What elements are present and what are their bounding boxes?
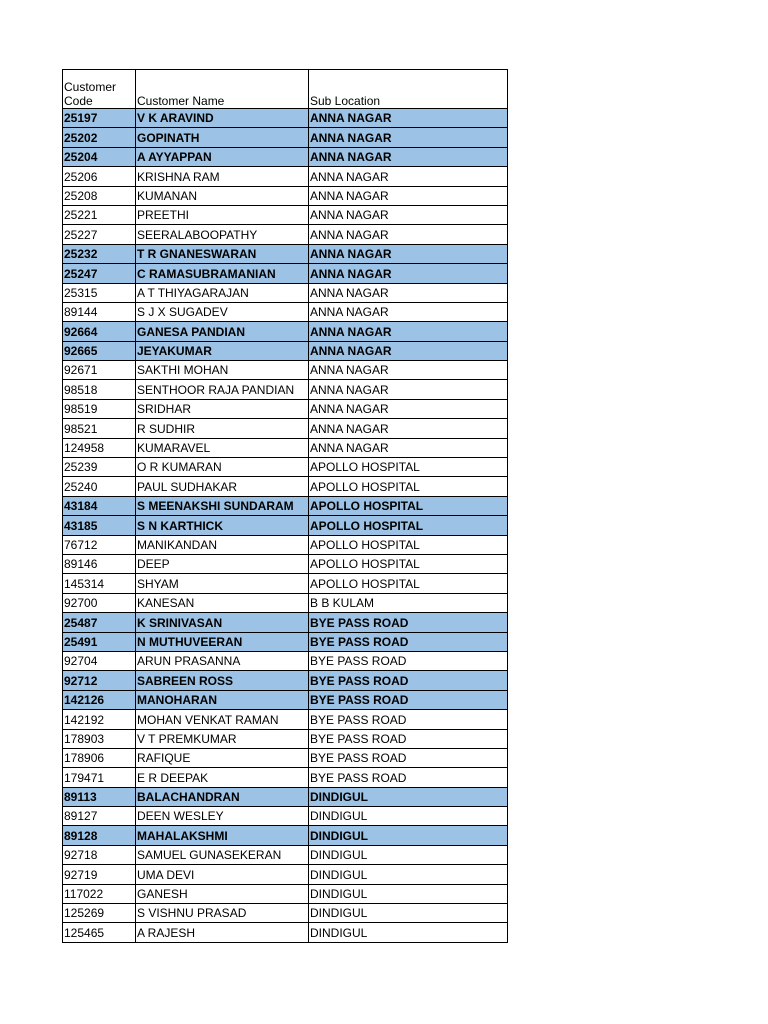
cell-customer-code: 98518 bbox=[63, 380, 136, 399]
table-row bbox=[63, 884, 508, 903]
cell-customer-name: O R KUMARAN bbox=[136, 458, 309, 477]
table-row bbox=[63, 729, 508, 748]
cell-customer-code: 98521 bbox=[63, 419, 136, 438]
cell-customer-name: K SRINIVASAN bbox=[136, 613, 309, 632]
cell-customer-code: 25197 bbox=[63, 109, 136, 128]
table-row bbox=[63, 128, 508, 147]
cell-customer-name: R SUDHIR bbox=[136, 419, 309, 438]
table-row bbox=[63, 322, 508, 341]
table-body bbox=[63, 109, 508, 943]
cell-customer-name: SENTHOOR RAJA PANDIAN bbox=[136, 380, 309, 399]
cell-customer-code: 178906 bbox=[63, 748, 136, 767]
cell-customer-name: MOHAN VENKAT RAMAN bbox=[136, 710, 309, 729]
table-row bbox=[63, 690, 508, 709]
cell-sub-location: ANNA NAGAR bbox=[309, 264, 508, 283]
cell-sub-location: BYE PASS ROAD bbox=[309, 748, 508, 767]
cell-customer-name: DEEN WESLEY bbox=[136, 807, 309, 826]
cell-sub-location: ANNA NAGAR bbox=[309, 341, 508, 360]
cell-sub-location: ANNA NAGAR bbox=[309, 380, 508, 399]
cell-sub-location: DINDIGUL bbox=[309, 845, 508, 864]
cell-customer-code: 25232 bbox=[63, 244, 136, 263]
table-row bbox=[63, 380, 508, 399]
cell-customer-code: 25204 bbox=[63, 147, 136, 166]
table-row bbox=[63, 865, 508, 884]
table-row bbox=[63, 651, 508, 670]
cell-sub-location: DINDIGUL bbox=[309, 904, 508, 923]
table-row bbox=[63, 147, 508, 166]
table-row bbox=[63, 554, 508, 573]
table-row bbox=[63, 613, 508, 632]
cell-sub-location: ANNA NAGAR bbox=[309, 186, 508, 205]
table-row bbox=[63, 205, 508, 224]
cell-customer-code: 89127 bbox=[63, 807, 136, 826]
cell-customer-code: 145314 bbox=[63, 574, 136, 593]
cell-customer-code: 25206 bbox=[63, 167, 136, 186]
cell-customer-name: S N KARTHICK bbox=[136, 516, 309, 535]
cell-sub-location: ANNA NAGAR bbox=[309, 283, 508, 302]
cell-sub-location: APOLLO HOSPITAL bbox=[309, 554, 508, 573]
cell-customer-code: 92700 bbox=[63, 593, 136, 612]
table-row bbox=[63, 787, 508, 806]
table-row bbox=[63, 477, 508, 496]
cell-customer-code: 25491 bbox=[63, 632, 136, 651]
cell-sub-location: BYE PASS ROAD bbox=[309, 671, 508, 690]
cell-customer-code: 25227 bbox=[63, 225, 136, 244]
cell-customer-code: 92664 bbox=[63, 322, 136, 341]
cell-customer-code: 178903 bbox=[63, 729, 136, 748]
cell-customer-name: S VISHNU PRASAD bbox=[136, 904, 309, 923]
cell-sub-location: ANNA NAGAR bbox=[309, 361, 508, 380]
header-customer-code: Customer Code bbox=[63, 70, 136, 109]
cell-customer-code: 43185 bbox=[63, 516, 136, 535]
header-row bbox=[63, 70, 508, 109]
cell-sub-location: BYE PASS ROAD bbox=[309, 690, 508, 709]
cell-customer-code: 117022 bbox=[63, 884, 136, 903]
cell-customer-code: 89144 bbox=[63, 302, 136, 321]
cell-sub-location: ANNA NAGAR bbox=[309, 128, 508, 147]
cell-sub-location: ANNA NAGAR bbox=[309, 205, 508, 224]
cell-sub-location: ANNA NAGAR bbox=[309, 419, 508, 438]
table-row bbox=[63, 244, 508, 263]
cell-sub-location: BYE PASS ROAD bbox=[309, 613, 508, 632]
cell-customer-code: 25487 bbox=[63, 613, 136, 632]
table-row bbox=[63, 826, 508, 845]
table-row bbox=[63, 593, 508, 612]
cell-sub-location: APOLLO HOSPITAL bbox=[309, 458, 508, 477]
header-sub-location: Sub Location bbox=[309, 70, 508, 109]
table-row bbox=[63, 496, 508, 515]
cell-customer-name: S MEENAKSHI SUNDARAM bbox=[136, 496, 309, 515]
cell-customer-code: 92665 bbox=[63, 341, 136, 360]
cell-customer-name: E R DEEPAK bbox=[136, 768, 309, 787]
cell-customer-name: T R GNANESWARAN bbox=[136, 244, 309, 263]
table-row bbox=[63, 632, 508, 651]
cell-customer-code: 92704 bbox=[63, 651, 136, 670]
table-row bbox=[63, 302, 508, 321]
cell-customer-name: GANESH bbox=[136, 884, 309, 903]
cell-customer-code: 89146 bbox=[63, 554, 136, 573]
table-row bbox=[63, 361, 508, 380]
table-row bbox=[63, 419, 508, 438]
cell-sub-location: BYE PASS ROAD bbox=[309, 651, 508, 670]
cell-customer-name: KUMARAVEL bbox=[136, 438, 309, 457]
customer-table bbox=[62, 69, 508, 943]
cell-customer-code: 92718 bbox=[63, 845, 136, 864]
cell-customer-code: 25208 bbox=[63, 186, 136, 205]
cell-sub-location: ANNA NAGAR bbox=[309, 225, 508, 244]
cell-sub-location: APOLLO HOSPITAL bbox=[309, 477, 508, 496]
cell-sub-location: DINDIGUL bbox=[309, 826, 508, 845]
cell-customer-name: A T THIYAGARAJAN bbox=[136, 283, 309, 302]
cell-customer-name: SABREEN ROSS bbox=[136, 671, 309, 690]
cell-customer-name: N MUTHUVEERAN bbox=[136, 632, 309, 651]
cell-sub-location: ANNA NAGAR bbox=[309, 109, 508, 128]
cell-customer-name: A RAJESH bbox=[136, 923, 309, 942]
cell-customer-code: 25202 bbox=[63, 128, 136, 147]
cell-customer-name: S J X SUGADEV bbox=[136, 302, 309, 321]
cell-customer-code: 25247 bbox=[63, 264, 136, 283]
cell-customer-code: 25315 bbox=[63, 283, 136, 302]
table-row bbox=[63, 109, 508, 128]
table-row bbox=[63, 225, 508, 244]
cell-customer-code: 179471 bbox=[63, 768, 136, 787]
cell-customer-code: 92671 bbox=[63, 361, 136, 380]
table-row bbox=[63, 264, 508, 283]
cell-customer-name: DEEP bbox=[136, 554, 309, 573]
table-row bbox=[63, 535, 508, 554]
table-row bbox=[63, 671, 508, 690]
cell-customer-name: SRIDHAR bbox=[136, 399, 309, 418]
table-row bbox=[63, 341, 508, 360]
header-customer-name: Customer Name bbox=[136, 70, 309, 109]
cell-customer-name: ARUN PRASANNA bbox=[136, 651, 309, 670]
cell-sub-location: DINDIGUL bbox=[309, 884, 508, 903]
cell-sub-location: ANNA NAGAR bbox=[309, 167, 508, 186]
table-row bbox=[63, 283, 508, 302]
cell-customer-name: C RAMASUBRAMANIAN bbox=[136, 264, 309, 283]
cell-customer-name: SHYAM bbox=[136, 574, 309, 593]
cell-customer-name: MANOHARAN bbox=[136, 690, 309, 709]
cell-customer-code: 125465 bbox=[63, 923, 136, 942]
cell-customer-code: 124958 bbox=[63, 438, 136, 457]
cell-sub-location: ANNA NAGAR bbox=[309, 438, 508, 457]
cell-customer-code: 142126 bbox=[63, 690, 136, 709]
table-row bbox=[63, 516, 508, 535]
cell-customer-code: 92719 bbox=[63, 865, 136, 884]
table-row bbox=[63, 438, 508, 457]
cell-sub-location: ANNA NAGAR bbox=[309, 147, 508, 166]
table-row bbox=[63, 768, 508, 787]
cell-customer-name: A AYYAPPAN bbox=[136, 147, 309, 166]
cell-sub-location: BYE PASS ROAD bbox=[309, 768, 508, 787]
cell-customer-code: 76712 bbox=[63, 535, 136, 554]
cell-sub-location: ANNA NAGAR bbox=[309, 244, 508, 263]
cell-sub-location: BYE PASS ROAD bbox=[309, 632, 508, 651]
cell-customer-name: MANIKANDAN bbox=[136, 535, 309, 554]
table-row bbox=[63, 186, 508, 205]
cell-customer-name: JEYAKUMAR bbox=[136, 341, 309, 360]
cell-customer-code: 125269 bbox=[63, 904, 136, 923]
cell-sub-location: APOLLO HOSPITAL bbox=[309, 535, 508, 554]
cell-customer-name: KANESAN bbox=[136, 593, 309, 612]
cell-customer-name: V K ARAVIND bbox=[136, 109, 309, 128]
cell-customer-name: SEERALABOOPATHY bbox=[136, 225, 309, 244]
cell-sub-location: APOLLO HOSPITAL bbox=[309, 496, 508, 515]
table-row bbox=[63, 807, 508, 826]
table-row bbox=[63, 845, 508, 864]
cell-customer-code: 25239 bbox=[63, 458, 136, 477]
cell-sub-location: APOLLO HOSPITAL bbox=[309, 516, 508, 535]
table-row bbox=[63, 710, 508, 729]
cell-customer-code: 98519 bbox=[63, 399, 136, 418]
cell-customer-name: BALACHANDRAN bbox=[136, 787, 309, 806]
cell-sub-location: APOLLO HOSPITAL bbox=[309, 574, 508, 593]
table-row bbox=[63, 574, 508, 593]
cell-customer-name: RAFIQUE bbox=[136, 748, 309, 767]
cell-sub-location: DINDIGUL bbox=[309, 865, 508, 884]
cell-customer-code: 92712 bbox=[63, 671, 136, 690]
table-row bbox=[63, 904, 508, 923]
cell-sub-location: ANNA NAGAR bbox=[309, 302, 508, 321]
cell-customer-name: GOPINATH bbox=[136, 128, 309, 147]
table-row bbox=[63, 458, 508, 477]
cell-customer-name: SAKTHI MOHAN bbox=[136, 361, 309, 380]
cell-customer-code: 142192 bbox=[63, 710, 136, 729]
cell-sub-location: BYE PASS ROAD bbox=[309, 710, 508, 729]
cell-customer-name: SAMUEL GUNASEKERAN bbox=[136, 845, 309, 864]
cell-sub-location: ANNA NAGAR bbox=[309, 399, 508, 418]
cell-sub-location: DINDIGUL bbox=[309, 923, 508, 942]
cell-customer-name: GANESA PANDIAN bbox=[136, 322, 309, 341]
table-row bbox=[63, 399, 508, 418]
table-row bbox=[63, 167, 508, 186]
cell-customer-name: MAHALAKSHMI bbox=[136, 826, 309, 845]
cell-customer-name: PREETHI bbox=[136, 205, 309, 224]
cell-customer-name: PAUL SUDHAKAR bbox=[136, 477, 309, 496]
cell-customer-name: KUMANAN bbox=[136, 186, 309, 205]
cell-customer-name: KRISHNA RAM bbox=[136, 167, 309, 186]
cell-sub-location: B B KULAM bbox=[309, 593, 508, 612]
cell-sub-location: BYE PASS ROAD bbox=[309, 729, 508, 748]
cell-customer-code: 25221 bbox=[63, 205, 136, 224]
cell-sub-location: ANNA NAGAR bbox=[309, 322, 508, 341]
cell-customer-code: 25240 bbox=[63, 477, 136, 496]
cell-customer-name: V T PREMKUMAR bbox=[136, 729, 309, 748]
table-row bbox=[63, 748, 508, 767]
cell-customer-name: UMA DEVI bbox=[136, 865, 309, 884]
cell-customer-code: 89113 bbox=[63, 787, 136, 806]
cell-customer-code: 43184 bbox=[63, 496, 136, 515]
table-row bbox=[63, 923, 508, 942]
cell-sub-location: DINDIGUL bbox=[309, 807, 508, 826]
cell-sub-location: DINDIGUL bbox=[309, 787, 508, 806]
cell-customer-code: 89128 bbox=[63, 826, 136, 845]
